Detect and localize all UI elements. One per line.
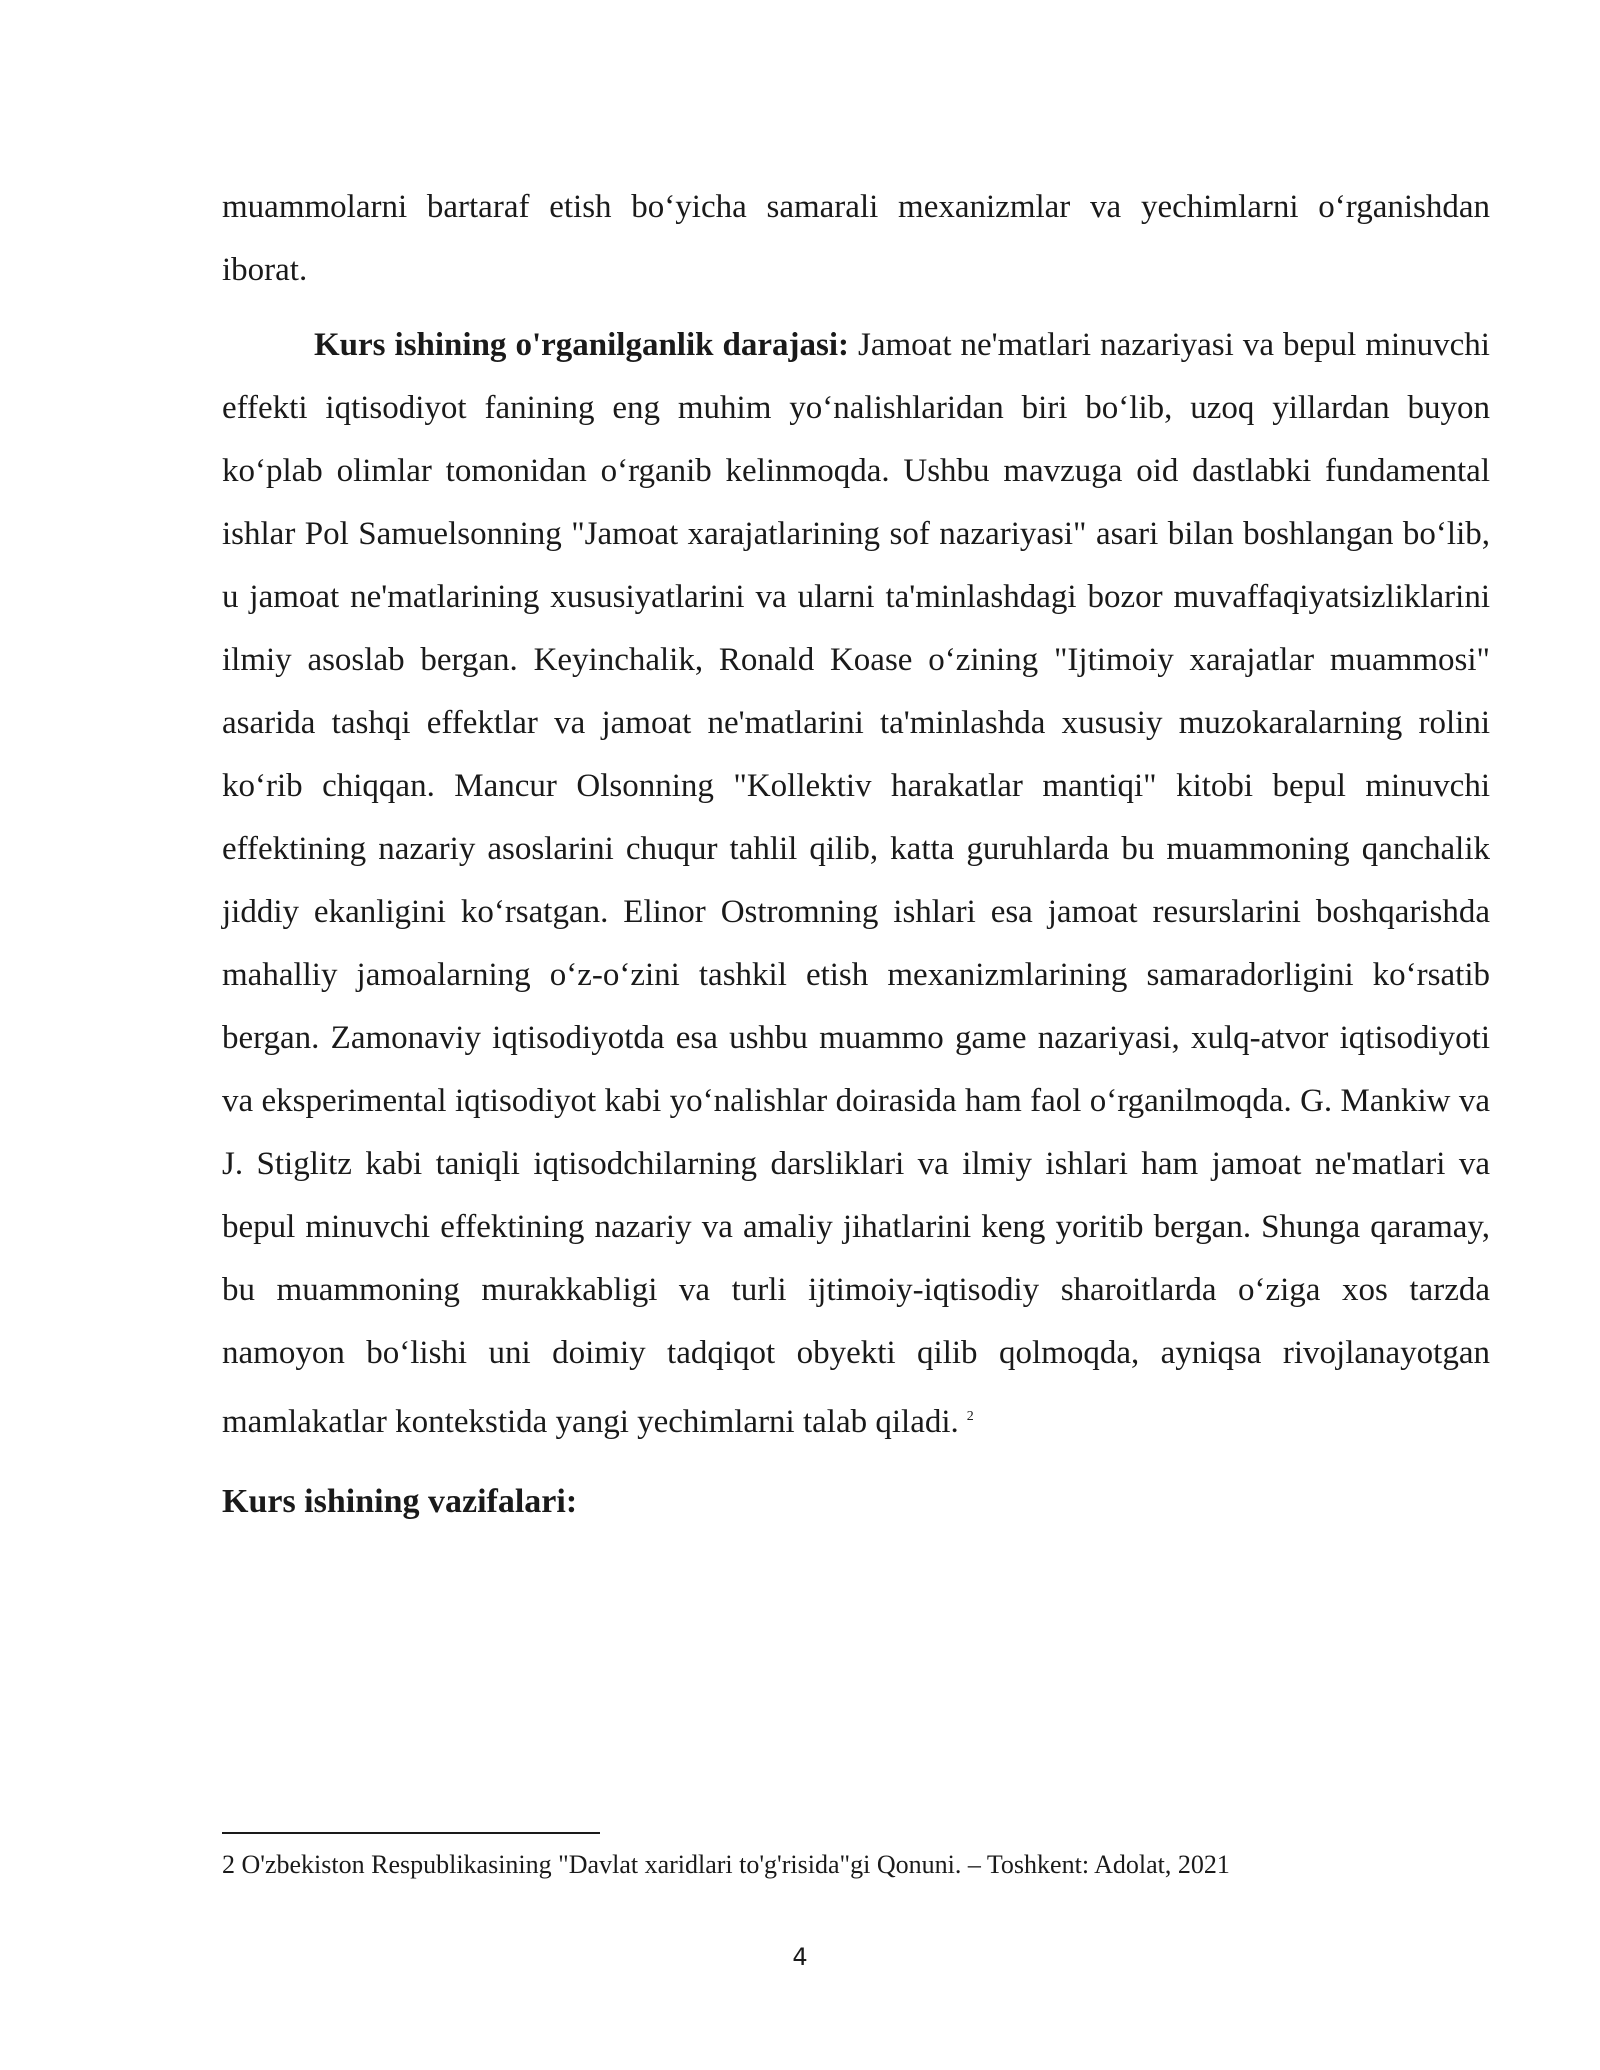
footnote-text: 2 O'zbekiston Respublikasining "Davlat xaridlari to'g'risida"gi Qonuni. – Toshkent: Adolat, 2021	[222, 1850, 1230, 1879]
intro-paragraph: muammolarni bartaraf etish bo‘yicha samarali mexanizmlar va yechimlarni o‘rganishdan iborat.	[222, 189, 1490, 288]
footnote-separator	[222, 1832, 600, 1834]
page-body	[222, 176, 1490, 1532]
study-level-heading: Kurs ishining o'rganilganlik darajasi:	[314, 327, 849, 363]
study-level-paragraph	[222, 314, 1490, 1454]
tasks-heading: Kurs ishining vazifalari:	[222, 1483, 578, 1520]
page-number: 4	[792, 1943, 808, 1971]
footnote-reference[interactable]: 2	[966, 1409, 974, 1424]
study-level-body: Jamoat ne'matlari nazariyasi va bepul minuvchi effekti iqtisodiyot fanining eng muhim yo‘nalishlaridan biri bo‘lib, uzoq yillardan buyon ko‘plab olimlar tomonidan o‘rganib kelinmoqda. Ushbu mavzuga oid dastlabki fundamental ishlar Pol Samuelsonning "Jamoat xarajatlarining sof nazariyasi" asari bilan boshlangan bo‘lib, u jamoat ne'matlarining xususiyatlarini va ularni ta'minlashdagi bozor muvaffaqiyatsizliklarini ilmiy asoslab bergan. Keyinchalik, Ronald Koase o‘zining "Ijtimoiy xarajatlar muammosi" asarida tashqi effektlar va jamoat ne'matlarini ta'minlashda xususiy muzokaralarning rolini ko‘rib chiqqan. Mancur Olsonning "Kollektiv harakatlar mantiqi" kitobi bepul minuvchi effektining nazariy asoslarini chuqur tahlil qilib, katta guruhlarda bu muammoning qanchalik jiddiy ekanligini ko‘rsatgan. Elinor Ostromning ishlari esa jamoat resurslarini boshqarishda mahalliy jamoalarning o‘z-o‘zini tashkil etish mexanizmlarining samaradorligini ko‘rsatib bergan. Zamonaviy iqtisodiyotda esa ushbu muammo game nazariyasi, xulq-atvor iqtisodiyoti va eksperimental iqtisodiyot kabi yo‘nalishlar doirasida ham faol o‘rganilmoqda. G. Mankiw va J. Stiglitz kabi taniqli iqtisodchilarning darsliklari va ilmiy ishlari ham jamoat ne'matlari va bepul minuvchi effektining nazariy va amaliy jihatlarini keng yoritib bergan. Shunga qaramay, bu muammoning murakkabligi va turli ijtimoiy-iqtisodiy sharoitlarda o‘ziga xos tarzda namoyon bo‘lishi uni doimiy tadqiqot obyekti qilib qolmoqda, ayniqsa rivojlanayotgan mamlakatlar kontekstida yangi yechimlarni talab qiladi.	[222, 327, 1490, 1440]
